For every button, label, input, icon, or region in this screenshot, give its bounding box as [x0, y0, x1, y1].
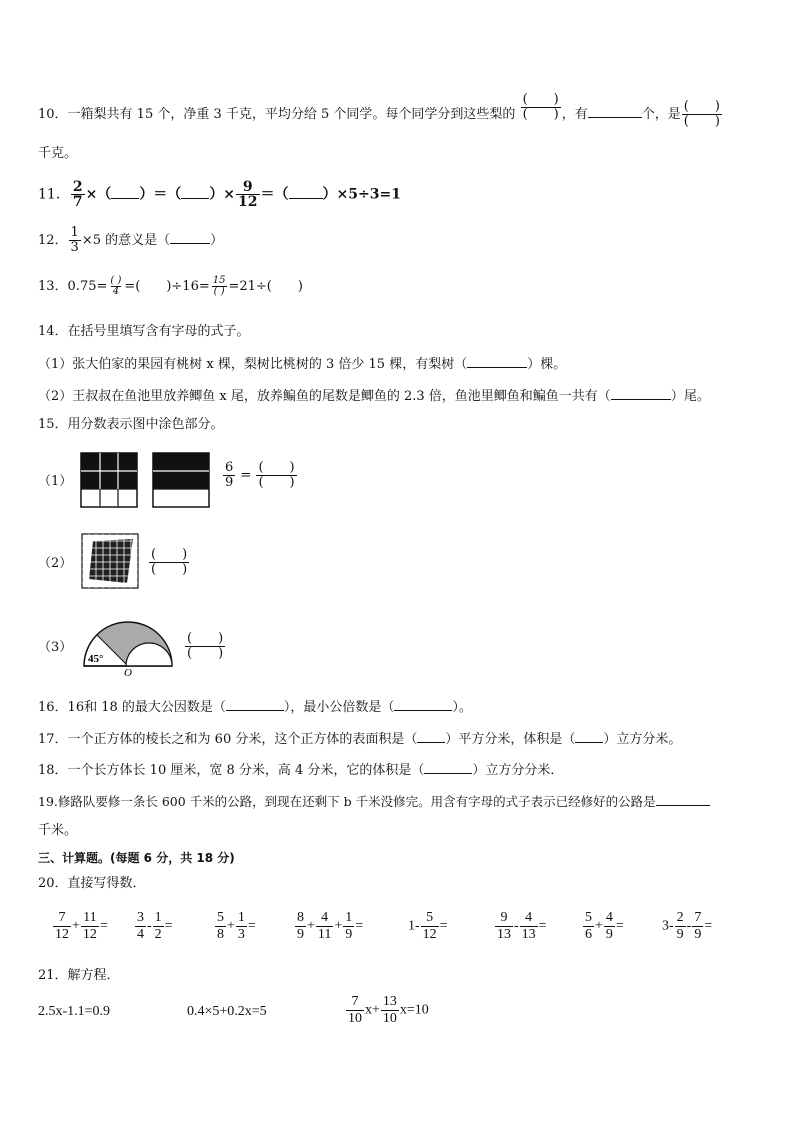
- answer-blank[interactable]: [424, 760, 472, 774]
- answer-blank[interactable]: [417, 729, 445, 743]
- figure-1-fraction: $\frac{6}{9}$ = $\frac{( )}{( )}$: [225, 460, 295, 490]
- figure-label-1: （1）: [38, 474, 73, 489]
- fraction: $\frac{4}{11}$: [317, 910, 332, 942]
- fraction: $\frac{11}{12}$: [82, 910, 97, 942]
- operator: =: [99, 918, 108, 934]
- answer-blank[interactable]: [656, 792, 710, 806]
- operator: +: [595, 918, 603, 934]
- operator: +: [307, 918, 315, 934]
- question-10-tail: 千克。: [38, 146, 78, 161]
- figure-3-fraction: $\frac{( )}{( )}$: [187, 631, 224, 661]
- question-20-title: 20．直接写得数．: [38, 876, 146, 891]
- operator: =: [538, 918, 547, 934]
- question-19-tail: 千米。: [38, 823, 78, 838]
- expression-8: [662, 910, 712, 943]
- expression-5: [408, 910, 448, 943]
- figure-2-fraction: $\frac{( )}{( )}$: [151, 547, 188, 577]
- answer-blank[interactable]: [394, 697, 452, 711]
- expression-1: [52, 910, 108, 943]
- shaded-grid-figure-1: [80, 452, 220, 510]
- operator: -: [686, 918, 692, 934]
- answer-blank[interactable]: [575, 729, 603, 743]
- answer-blank[interactable]: [111, 185, 139, 199]
- angle-label: 45°: [88, 653, 104, 665]
- answer-blank[interactable]: [289, 185, 323, 199]
- expression-6: [494, 910, 547, 943]
- operator: =: [355, 918, 364, 934]
- operator: +: [72, 918, 80, 934]
- fraction: $\frac{3}{4}$: [137, 910, 144, 942]
- question-10: 10．一箱梨共有 15 个，净重 3 千克，平均分给 5 个同学。每个同学分到这些梨的 $\frac{( )}{( )}$ ，有 个，是 $\frac{( )}{( )}$: [38, 92, 720, 129]
- expression-3: [214, 910, 256, 943]
- operator: =: [439, 918, 448, 934]
- operator: =: [704, 918, 713, 934]
- equation-3: $\frac{7}{10}$ x+ $\frac{13}{10}$ x=10: [348, 994, 429, 1026]
- answer-blank[interactable]: [170, 230, 210, 244]
- shaded-grid-figure-2: [81, 533, 141, 591]
- expression-4: [294, 910, 363, 943]
- operator: +: [334, 918, 343, 934]
- question-14-part-2: （2）王叔叔在鱼池里放养鲫鱼 x 尾，放养鳊鱼的尾数是鲫鱼的 2.3 倍，鱼池里鲫鱼和鳊鱼一共有（ ）尾。: [38, 386, 710, 405]
- question-17: 17．一个正方体的棱长之和为 60 分米，这个正方体的表面积是（ ）平方分米，体积是（ ）立方分米。: [38, 729, 681, 748]
- fraction: $\frac{4}{9}$: [605, 910, 613, 942]
- question-15-title: 15．用分数表示图中涂色部分。: [38, 417, 224, 432]
- operator: 3-: [662, 918, 674, 934]
- expression-7: [582, 910, 624, 943]
- fraction: $\frac{7}{12}$: [55, 910, 69, 942]
- equation-1: 2.5x-1.1=0.9: [38, 1004, 111, 1019]
- fraction: $\frac{1}{9}$: [345, 910, 353, 942]
- question-14-part-1: （1）张大伯家的果园有桃树 x 棵，梨树比桃树的 3 倍少 15 棵，有梨树（ ）棵。: [38, 354, 566, 373]
- question-11: 11． $\frac{2}{7}$ ×（ ）＝（ ）× $\frac{9}{12}$ ＝（ ）×5÷3=1: [38, 179, 401, 210]
- operator: -: [514, 918, 519, 934]
- question-16: 16．16和 18 的最大公因数是（ ），最小公倍数是（ ）。: [38, 697, 472, 716]
- fraction: $\frac{5}{6}$: [585, 910, 592, 942]
- equation-2: 0.4×5+0.2x=5: [187, 1004, 267, 1019]
- operator: =: [164, 918, 173, 934]
- fraction: $\frac{2}{9}$: [676, 910, 684, 942]
- fraction: $\frac{5}{12}$: [422, 910, 437, 942]
- question-18: 18．一个长方体长 10 厘米，宽 8 分米，高 4 分米，它的体积是（ ）立方分分米．: [38, 760, 563, 779]
- semicircle-sector-figure: [80, 620, 180, 676]
- question-14-title: 14．在括号里填写含有字母的式子。: [38, 324, 250, 339]
- section-3-title: 三、计算题。(每题 6 分，共 18 分): [38, 851, 235, 865]
- answer-blank[interactable]: [467, 354, 527, 368]
- center-label: O: [124, 667, 132, 676]
- answer-blank[interactable]: [226, 697, 284, 711]
- answer-blank[interactable]: [588, 104, 642, 118]
- operator: =: [615, 918, 624, 934]
- operator: -: [147, 918, 152, 934]
- fraction: $\frac{1}{2}$: [154, 910, 162, 942]
- expression-2: [134, 910, 173, 943]
- operator: 1-: [408, 918, 420, 934]
- fraction: $\frac{5}{8}$: [217, 910, 224, 942]
- operator: =: [247, 918, 256, 934]
- answer-fraction: $\frac{( )}{( )}$: [522, 92, 559, 122]
- fraction: $\frac{8}{9}$: [297, 910, 304, 942]
- fraction: $\frac{9}{13}$: [497, 910, 511, 942]
- fraction: $\frac{4}{13}$: [521, 910, 536, 942]
- figure-label-2: （2）: [38, 556, 73, 571]
- fraction: $\frac{1}{3}$: [237, 910, 245, 942]
- answer-blank[interactable]: [611, 386, 671, 400]
- question-13: 13．0.75= $\frac{( )}{4}$ =( )÷16= $\frac{15}{( )}$ =21÷( ): [38, 275, 303, 297]
- figure-label-3: （3）: [38, 640, 73, 655]
- answer-blank[interactable]: [181, 185, 209, 199]
- fraction: $\frac{7}{9}$: [694, 910, 702, 942]
- question-12: 12． $\frac{1}{3}$ ×5 的意义是（ ）: [38, 225, 224, 255]
- question-19: 19.修路队要修一条长 600 千米的公路，到现在还剩下 b 千米没修完。用含有字母的式子表示已经修好的公路是: [38, 792, 710, 810]
- question-21-title: 21．解方程．: [38, 968, 120, 983]
- answer-fraction: $\frac{( )}{( )}$: [683, 99, 720, 129]
- operator: +: [227, 918, 235, 934]
